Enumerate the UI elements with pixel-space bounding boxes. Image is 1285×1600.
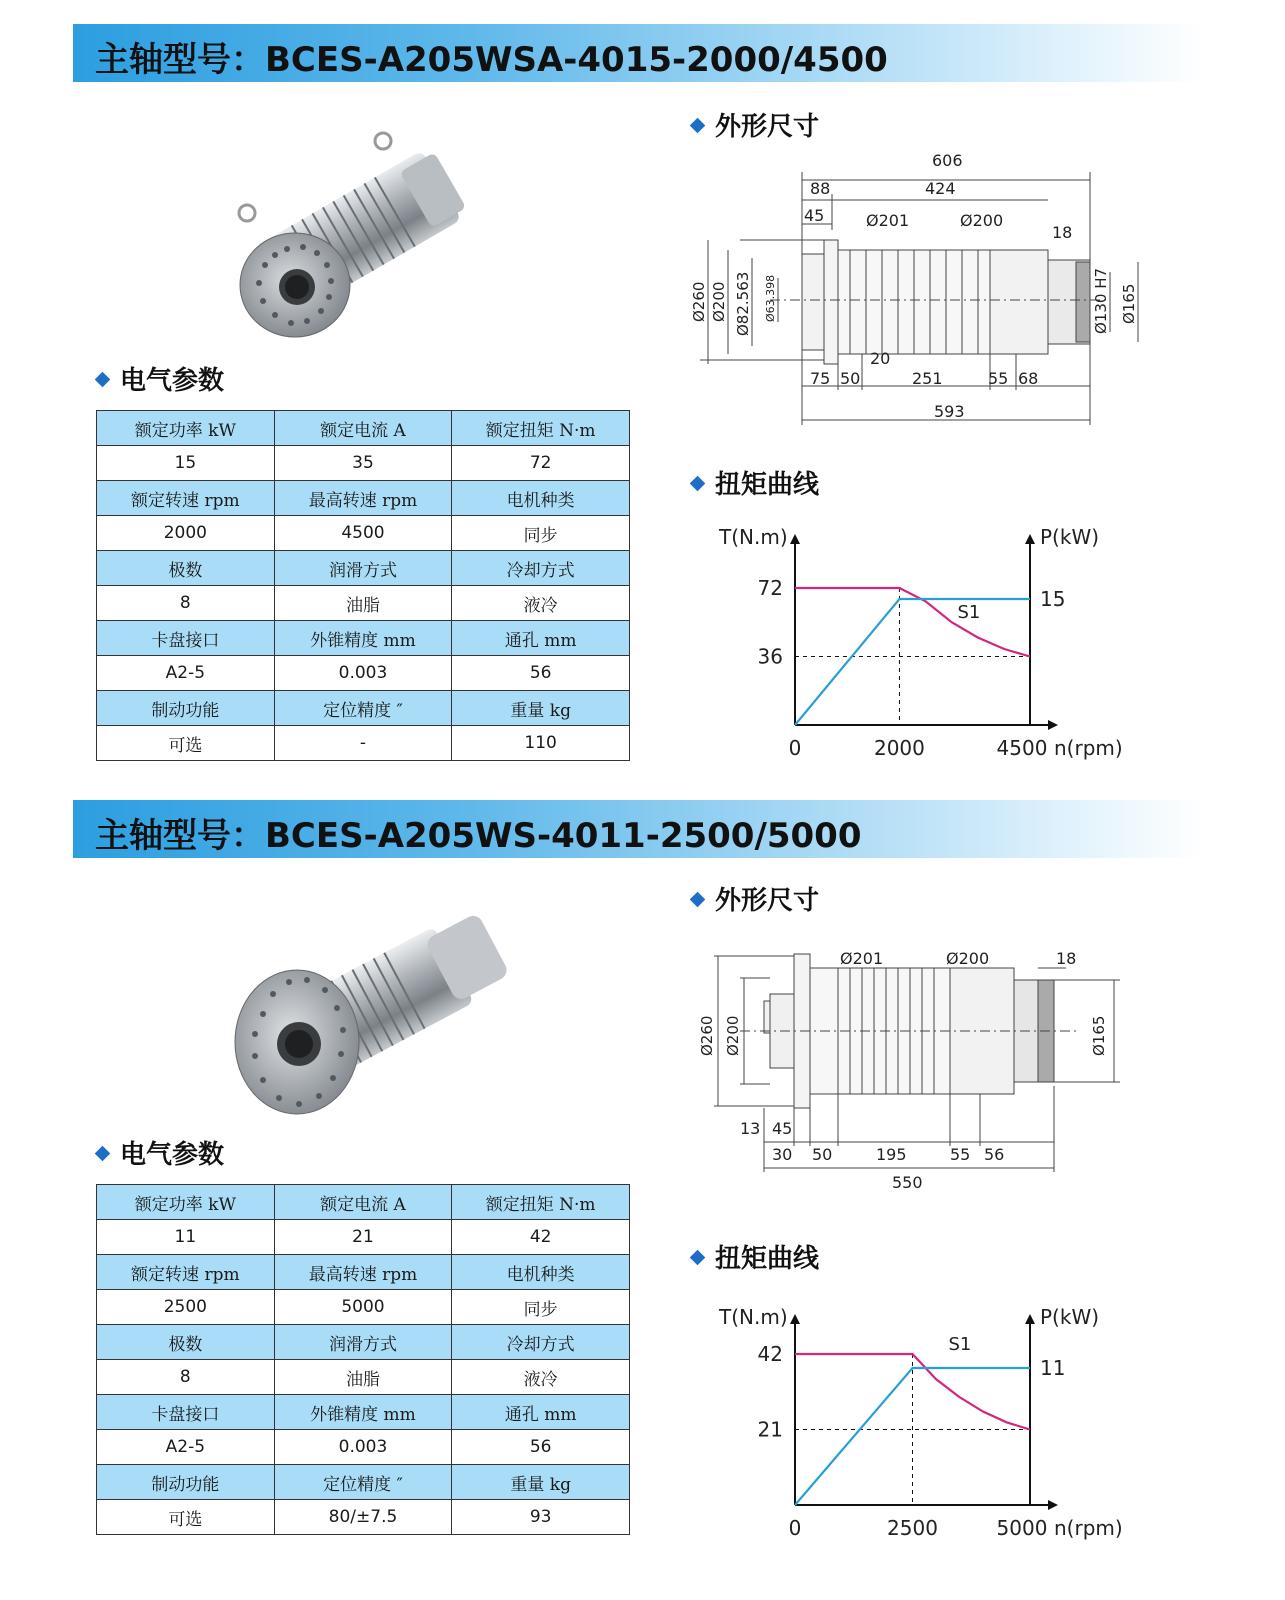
n-axis-label: n(rpm): [1054, 736, 1123, 760]
dim-phi260: Ø260: [698, 1015, 716, 1056]
table-header-cell: 制动功能: [97, 1465, 275, 1500]
table-cell: 油脂: [274, 1360, 452, 1395]
arrow-icon: [1048, 720, 1058, 730]
p-axis-label: P(kW): [1040, 1305, 1100, 1329]
table-cell: 5000: [274, 1290, 452, 1325]
table-header-cell: 重量 kg: [452, 1465, 630, 1500]
dimension-drawing: [690, 150, 1160, 440]
table-cell: 可选: [97, 726, 275, 761]
diamond-icon: [690, 892, 706, 908]
dim-550: 550: [892, 1173, 923, 1192]
dim-13: 13: [740, 1119, 761, 1138]
table-row: [97, 656, 630, 691]
dim-phi200v: Ø200: [710, 281, 728, 322]
table-cell: 0.003: [274, 1430, 452, 1465]
dim-75: 75: [810, 369, 831, 388]
table-header-cell: 外锥精度 mm: [274, 1395, 452, 1430]
table-header-cell: 最高转速 rpm: [274, 481, 452, 516]
dim-251: 251: [912, 369, 943, 388]
dim-55: 55: [950, 1145, 971, 1164]
table-cell: 56: [452, 1430, 630, 1465]
arrow-icon: [1048, 1500, 1058, 1510]
electrical-params-table: [96, 410, 630, 761]
arrow-icon: [1025, 1314, 1035, 1324]
diamond-icon: [690, 1250, 706, 1266]
dim-20: 20: [870, 349, 891, 368]
dim-606: 606: [932, 151, 963, 170]
table-header-cell: 卡盘接口: [97, 1395, 275, 1430]
table-header-row: [97, 1185, 630, 1220]
table-row: [97, 446, 630, 481]
dim-45: 45: [772, 1119, 793, 1138]
x-tick-label: 2000: [873, 736, 925, 760]
dim-phi201: Ø201: [866, 211, 910, 230]
p-axis-label: P(kW): [1040, 525, 1100, 549]
table-header-cell: 制动功能: [97, 691, 275, 726]
diamond-icon: [95, 1146, 111, 1162]
table-header-cell: 电机种类: [452, 1255, 630, 1290]
table-header-row: [97, 621, 630, 656]
table-row: [97, 516, 630, 551]
dim-88: 88: [810, 179, 831, 198]
dim-18: 18: [1052, 223, 1073, 242]
table-cell: 56: [452, 656, 630, 691]
curve-label: S1: [948, 1334, 972, 1355]
table-cell: 8: [97, 586, 275, 621]
arrow-icon: [790, 534, 800, 544]
table-cell: A2-5: [97, 1430, 275, 1465]
diamond-icon: [690, 118, 706, 134]
torque-chart: [715, 520, 1145, 770]
table-header-cell: 润滑方式: [274, 1325, 452, 1360]
dim-phi82: Ø82.563: [734, 271, 752, 336]
table-header-row: [97, 1255, 630, 1290]
table-cell: 8: [97, 1360, 275, 1395]
x-tick-label: 4500: [996, 736, 1048, 760]
table-row: [97, 1290, 630, 1325]
dim-50: 50: [840, 369, 861, 388]
arrow-icon: [1025, 534, 1035, 544]
model-title: 主轴型号：BCES-A205WS-4011-2500/5000: [95, 816, 862, 856]
table-header-cell: 重量 kg: [452, 691, 630, 726]
curve-label: S1: [957, 602, 981, 623]
y-tick-label: 42: [757, 1342, 783, 1366]
table-header-cell: 额定扭矩 N·m: [452, 411, 630, 446]
torque-chart: [715, 1300, 1145, 1550]
table-cell: 可选: [97, 1500, 275, 1535]
table-row: [97, 586, 630, 621]
dim-phi200: Ø200: [960, 211, 1004, 230]
table-cell: A2-5: [97, 656, 275, 691]
electrical-heading: 电气参数: [97, 1134, 224, 1171]
electrical-heading: 电气参数: [97, 360, 224, 397]
table-header-cell: 电机种类: [452, 481, 630, 516]
table-header-cell: 卡盘接口: [97, 621, 275, 656]
table-cell: -: [274, 726, 452, 761]
diamond-icon: [690, 476, 706, 492]
table-header-cell: 额定功率 kW: [97, 1185, 275, 1220]
table-header-cell: 额定电流 A: [274, 1185, 452, 1220]
power-series-line: [795, 599, 1030, 725]
t-axis-label: T(N.m): [719, 525, 788, 549]
table-header-row: [97, 411, 630, 446]
table-cell: 11: [97, 1220, 275, 1255]
table-cell: 液冷: [452, 586, 630, 621]
x-tick-label: 0: [788, 736, 802, 760]
table-cell: 93: [452, 1500, 630, 1535]
spindle-photo: [225, 125, 485, 345]
dim-phi130: Ø130 H7: [1092, 267, 1110, 334]
table-header-cell: 润滑方式: [274, 551, 452, 586]
dimensions-heading: 外形尺寸: [692, 106, 819, 143]
table-header-cell: 极数: [97, 1325, 275, 1360]
spindle-section-2: [0, 776, 1285, 1576]
dim-55: 55: [988, 369, 1009, 388]
table-header-cell: 通孔 mm: [452, 621, 630, 656]
table-header-cell: 通孔 mm: [452, 1395, 630, 1430]
table-header-row: [97, 1325, 630, 1360]
dim-phi201: Ø201: [840, 949, 884, 968]
table-header-cell: 最高转速 rpm: [274, 1255, 452, 1290]
table-header-row: [97, 1395, 630, 1430]
y-tick-label: 36: [757, 644, 783, 669]
table-cell: 同步: [452, 1290, 630, 1325]
t-axis-label: T(N.m): [719, 1305, 788, 1329]
table-header-cell: 定位精度 ″: [274, 691, 452, 726]
n-axis-label: n(rpm): [1054, 1516, 1123, 1540]
table-header-cell: 额定转速 rpm: [97, 481, 275, 516]
table-cell: 35: [274, 446, 452, 481]
table-cell: 油脂: [274, 586, 452, 621]
table-cell: 15: [97, 446, 275, 481]
table-row: [97, 1360, 630, 1395]
table-row: [97, 1500, 630, 1535]
table-cell: 4500: [274, 516, 452, 551]
dim-phi200v: Ø200: [724, 1015, 742, 1056]
dim-phi165: Ø165: [1090, 1015, 1108, 1056]
table-header-cell: 额定转速 rpm: [97, 1255, 275, 1290]
dim-phi200: Ø200: [946, 949, 990, 968]
dim-phi165: Ø165: [1120, 283, 1138, 324]
table-header-row: [97, 481, 630, 516]
params-body-1: [97, 1185, 630, 1535]
dim-45: 45: [804, 206, 825, 225]
electrical-params-table: [96, 1184, 630, 1535]
y2-tick-label: 15: [1040, 587, 1066, 611]
table-cell: 同步: [452, 516, 630, 551]
table-header-cell: 极数: [97, 551, 275, 586]
table-cell: 21: [274, 1220, 452, 1255]
table-cell: 液冷: [452, 1360, 630, 1395]
table-header-cell: 额定电流 A: [274, 411, 452, 446]
table-row: [97, 726, 630, 761]
table-header-cell: 冷却方式: [452, 551, 630, 586]
table-cell: 80/±7.5: [274, 1500, 452, 1535]
dimensions-heading: 外形尺寸: [692, 880, 819, 917]
dim-phi260: Ø260: [690, 281, 708, 322]
dim-56: 56: [984, 1145, 1005, 1164]
table-header-cell: 定位精度 ″: [274, 1465, 452, 1500]
dim-593: 593: [934, 402, 965, 421]
y-tick-label: 72: [757, 576, 783, 600]
table-cell: 42: [452, 1220, 630, 1255]
arrow-icon: [790, 1314, 800, 1324]
x-tick-label: 5000: [996, 1516, 1048, 1540]
y2-tick-label: 11: [1040, 1356, 1066, 1380]
table-row: [97, 1430, 630, 1465]
model-title: 主轴型号：BCES-A205WSA-4015-2000/4500: [95, 40, 888, 80]
x-tick-label: 0: [788, 1516, 802, 1540]
table-cell: 0.003: [274, 656, 452, 691]
model-title-bar: [73, 24, 1203, 82]
dim-18: 18: [1056, 949, 1077, 968]
dimension-drawing: [700, 946, 1150, 1196]
model-title-bar: [73, 800, 1203, 858]
table-row: [97, 1220, 630, 1255]
table-cell: 2500: [97, 1290, 275, 1325]
torque-heading: 扭矩曲线: [692, 464, 819, 501]
table-cell: 110: [452, 726, 630, 761]
dim-50: 50: [812, 1145, 833, 1164]
torque-heading: 扭矩曲线: [692, 1238, 819, 1275]
table-header-cell: 外锥精度 mm: [274, 621, 452, 656]
spindle-photo: [225, 894, 515, 1124]
table-header-cell: 冷却方式: [452, 1325, 630, 1360]
dim-424: 424: [925, 179, 956, 198]
y-tick-label: 21: [757, 1417, 783, 1442]
diamond-icon: [95, 372, 111, 388]
params-body-0: [97, 411, 630, 761]
dim-68: 68: [1018, 369, 1039, 388]
table-header-cell: 额定扭矩 N·m: [452, 1185, 630, 1220]
dim-phi63: Ø63.398: [764, 274, 777, 322]
dim-30: 30: [772, 1145, 793, 1164]
dim-195: 195: [876, 1145, 907, 1164]
table-header-row: [97, 1465, 630, 1500]
table-header-cell: 额定功率 kW: [97, 411, 275, 446]
table-cell: 2000: [97, 516, 275, 551]
table-cell: 72: [452, 446, 630, 481]
x-tick-label: 2500: [887, 1516, 938, 1540]
table-header-row: [97, 691, 630, 726]
table-header-row: [97, 551, 630, 586]
